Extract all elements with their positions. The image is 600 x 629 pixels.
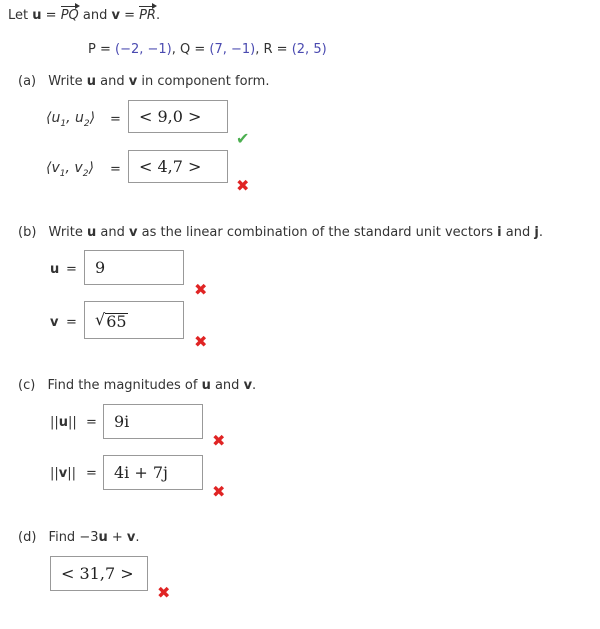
part-c-u: u — [201, 378, 211, 393]
part-b-heading — [18, 225, 543, 240]
u2-symbol: u — [74, 110, 84, 126]
part-d-v: v — [126, 530, 136, 545]
part-b-t2: and — [96, 225, 130, 240]
part-c-heading — [18, 378, 256, 393]
incorrect-cross-icon: ✖ — [236, 176, 250, 195]
intro-let: Let — [8, 8, 29, 23]
angle-close: ⟩ — [88, 160, 94, 176]
point-r-value: (2, 5) — [291, 42, 327, 57]
norm-v: v — [58, 466, 68, 481]
part-c-prefix: (c) — [18, 378, 36, 393]
part-c-answer-u-input[interactable]: 9i — [103, 404, 203, 439]
norm-u: u — [58, 415, 69, 430]
part-b-row2-eq: = — [66, 315, 77, 330]
correct-check-icon: ✔ — [236, 129, 250, 148]
part-d-t1: Find −3 — [48, 530, 99, 545]
part-c-t1: Find the magnitudes of — [47, 378, 202, 393]
part-d-t3: . — [135, 530, 140, 545]
point-r-label: , R = — [255, 42, 292, 57]
part-d-answer-input[interactable]: < 31,7 > — [50, 556, 148, 591]
norm-open: || — [50, 415, 59, 430]
part-a-t1: Write — [48, 74, 87, 89]
v1-symbol: v — [51, 160, 60, 176]
part-c-t3: . — [252, 378, 257, 393]
part-b-u: u — [87, 225, 97, 240]
part-a-heading — [18, 74, 269, 89]
intro-line — [8, 8, 160, 23]
part-c-row2-lhs — [50, 466, 76, 481]
part-b-t4: and — [501, 225, 535, 240]
part-b-answer-v-input[interactable] — [84, 301, 184, 339]
part-d-t2: + — [107, 530, 127, 545]
u1-sub: 1 — [60, 118, 67, 129]
intro-and: and — [82, 8, 108, 23]
part-a-answer-u-input[interactable]: < 9,0 > — [128, 100, 228, 133]
intro-v: v — [111, 8, 121, 23]
part-a-t3: in component form. — [137, 74, 270, 89]
part-c-row2-eq: = — [86, 466, 97, 481]
point-p-label: P = — [88, 42, 115, 57]
angle-close: ⟩ — [89, 110, 96, 126]
part-b-row1-eq: = — [66, 262, 77, 277]
point-q-value: (7, −1) — [209, 42, 256, 57]
part-d-prefix: (d) — [18, 530, 37, 545]
part-c-t2: and — [210, 378, 244, 393]
part-b-row1-label: u — [50, 262, 60, 277]
norm-open: || — [50, 466, 59, 481]
points-line — [88, 42, 327, 57]
part-b-v: v — [129, 225, 138, 240]
part-d-u: u — [98, 530, 108, 545]
part-a-t2: and — [96, 74, 129, 89]
point-p-value: (−2, −1) — [115, 42, 172, 57]
v2-symbol: v — [74, 160, 83, 176]
part-a-answer-v-input[interactable]: < 4,7 > — [128, 150, 228, 183]
intro-u: u — [32, 8, 42, 23]
u1-symbol: u — [51, 110, 61, 126]
part-a-row1-eq: = — [110, 112, 121, 127]
part-c-row1-eq: = — [86, 415, 97, 430]
norm-close: || — [67, 466, 77, 481]
comma: , — [65, 160, 75, 176]
intro-eq2: = — [124, 8, 136, 23]
part-c-answer-v-input[interactable]: 4i + 7j — [103, 455, 203, 490]
angle-open: ⟨ — [46, 160, 52, 176]
sqrt-expression — [95, 310, 128, 330]
part-b-j: j — [534, 225, 539, 240]
incorrect-cross-icon: ✖ — [194, 280, 208, 299]
intro-eq1: = — [45, 8, 57, 23]
part-a-row1-lhs — [46, 110, 95, 129]
vector-pr: PR — [139, 8, 156, 23]
part-b-row2-label: v — [50, 315, 59, 330]
u2-sub: 2 — [83, 118, 90, 129]
intro-period: . — [155, 8, 161, 23]
part-d-heading — [18, 530, 140, 545]
angle-open: ⟨ — [46, 110, 52, 126]
part-a-u: u — [86, 74, 96, 89]
incorrect-cross-icon: ✖ — [157, 583, 171, 602]
v1-sub: 1 — [59, 168, 66, 179]
part-c-v: v — [243, 378, 253, 393]
part-b-t3: as the linear combination of the standard unit vectors — [137, 225, 498, 240]
incorrect-cross-icon: ✖ — [212, 431, 226, 450]
part-b-i: i — [497, 225, 502, 240]
incorrect-cross-icon: ✖ — [194, 332, 208, 351]
radical-sign: √ — [95, 310, 106, 329]
norm-close: || — [68, 415, 77, 430]
comma: , — [66, 110, 75, 126]
part-a-prefix: (a) — [18, 74, 37, 89]
point-q-label: , Q = — [171, 42, 210, 57]
part-b-t5: . — [538, 225, 543, 240]
part-b-t1: Write — [48, 225, 88, 240]
incorrect-cross-icon: ✖ — [212, 482, 226, 501]
part-a-v: v — [128, 74, 138, 89]
part-a-row2-lhs — [46, 160, 94, 179]
part-a-row2-eq: = — [110, 162, 121, 177]
v2-sub: 2 — [82, 168, 89, 179]
radicand: 65 — [106, 312, 127, 331]
part-b-answer-u-input[interactable]: 9 — [84, 250, 184, 285]
part-c-row1-lhs — [50, 415, 77, 430]
vector-pq: PQ — [60, 8, 79, 23]
part-b-prefix: (b) — [18, 225, 37, 240]
